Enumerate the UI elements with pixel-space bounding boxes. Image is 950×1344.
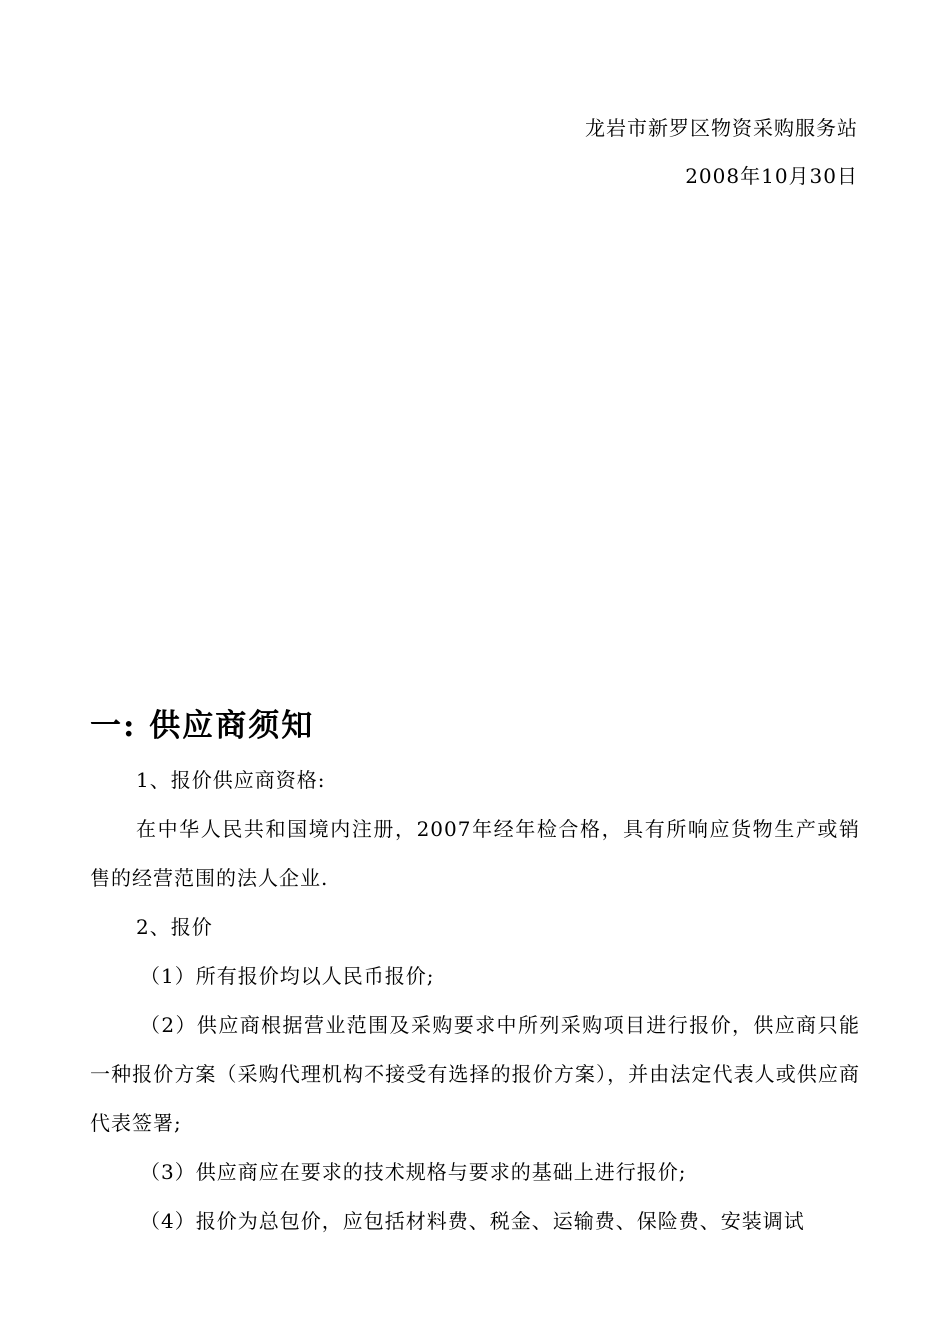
organization-name: 龙岩市新罗区物资采购服务站 [585, 116, 858, 140]
section-body [90, 756, 860, 1246]
document-date: 2008年10月30日 [685, 164, 858, 188]
paragraph-quote-item-3: （3）供应商应在要求的技术规格与要求的基础上进行报价; [140, 1160, 687, 1184]
paragraph-quote-item-4: （4）报价为总包价，应包括材料费、税金、运输费、保险费、安装调试 [140, 1209, 805, 1233]
paragraph-quote-item-1: （1）所有报价均以人民币报价; [140, 964, 435, 988]
paragraph-qualification-heading: 1、报价供应商资格: [136, 768, 326, 792]
paragraph-quote-heading: 2、报价 [136, 915, 213, 939]
section-title: 一: 供应商须知 [90, 708, 315, 744]
paragraph-qualification-text: 在中华人民共和国境内注册，2007年经年检合格，具有所响应货物生产或销售的经营范围的法人企业. [90, 817, 860, 890]
paragraph-quote-item-2: （2）供应商根据营业范围及采购要求中所列采购项目进行报价，供应商只能一种报价方案（采购代理机构不接受有选择的报价方案），并由法定代表人或供应商代表签署; [90, 1013, 860, 1135]
